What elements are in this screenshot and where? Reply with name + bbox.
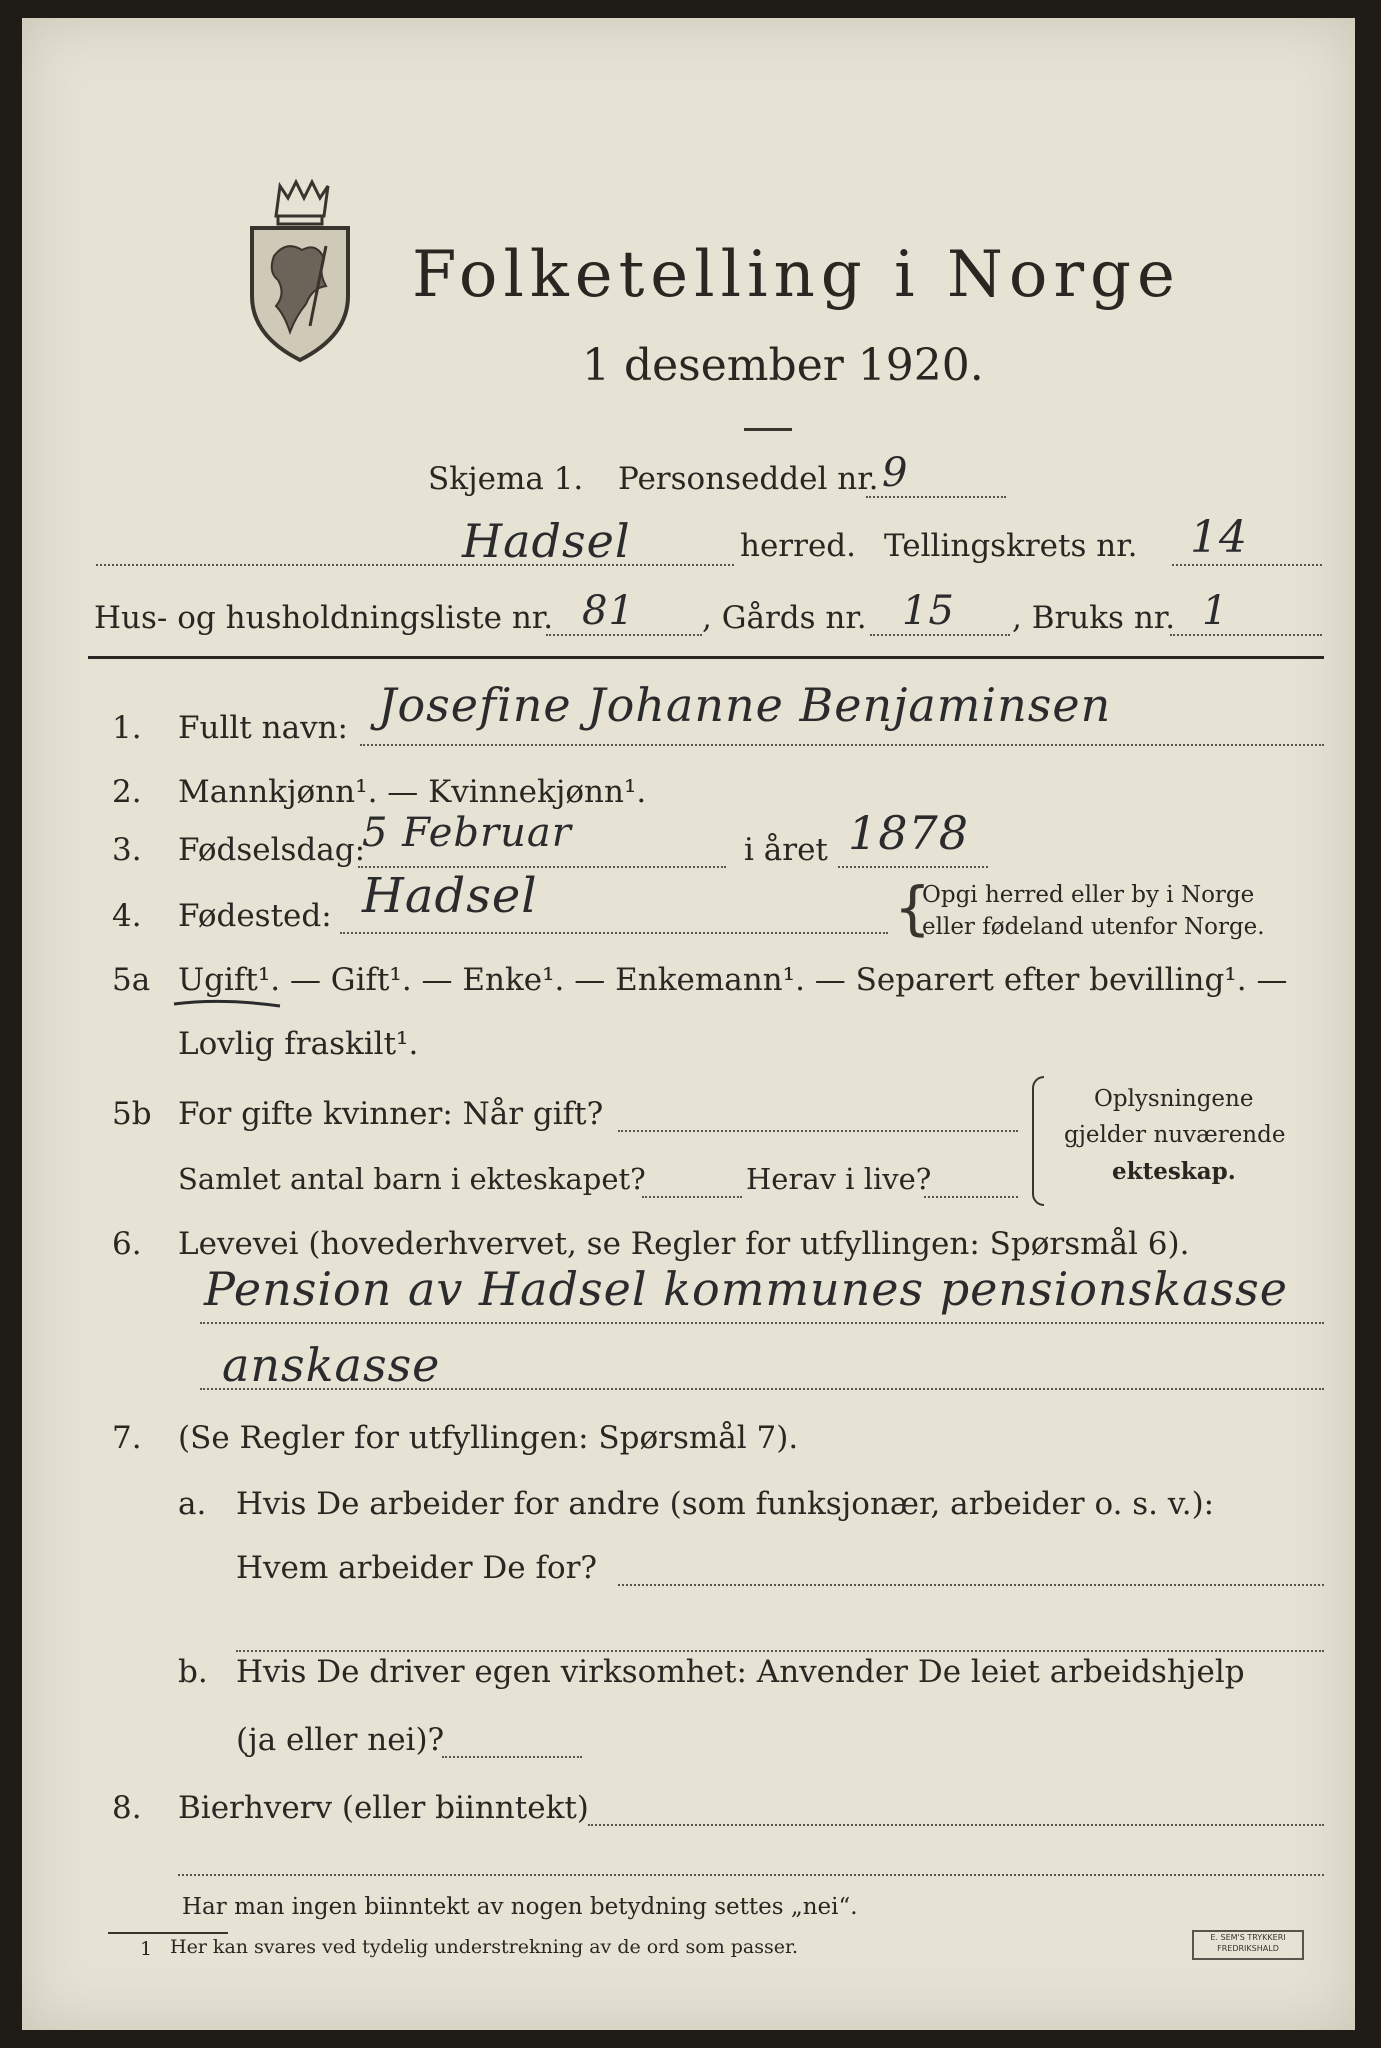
bruks-value[interactable]: 1 [1202,588,1229,634]
gards-label: , Gårds nr. [702,600,867,636]
q5b-note-bracket [1032,1076,1044,1206]
q7b-line2: (ja eller nei)? [236,1722,445,1758]
header-divider [88,656,1324,659]
printer-mark [1192,1930,1304,1960]
herred-dotline [96,564,734,566]
q7b-line1: Hvis De driver egen virksomhet: Anvender De leiet arbeidshjelp [236,1654,1245,1690]
q7b-number: b. [178,1654,208,1690]
census-date: 1 desember 1920. [582,340,984,391]
q5b-alive-dotline [924,1196,1018,1198]
q3-number: 3. [112,832,142,868]
q6-value-line2[interactable]: anskasse [222,1338,441,1392]
q4-note-line2: eller fødeland utenfor Norge. [922,914,1265,940]
q3-value[interactable]: 5 Februar [362,810,572,856]
q5b-note-line3: ekteskap. [1112,1158,1236,1185]
q4-value[interactable]: Hadsel [362,868,538,924]
q5b-label3: Herav i live? [746,1162,932,1196]
q5b-children-dotline [642,1196,742,1198]
q7-label: (Se Regler for utfyllingen: Spørsmål 7). [178,1420,799,1456]
q3-year-dotline [838,866,988,868]
footer-note: Har man ingen biinntekt av nogen betydning settes „nei“. [182,1894,858,1920]
hus-value[interactable]: 81 [582,588,635,634]
footnote-mark: 1 [140,1938,153,1960]
herred-label: herred. [740,528,856,564]
q2-number: 2. [112,774,142,810]
q5b-note-line1: Oplysningene [1094,1086,1254,1112]
tellingskrets-value[interactable]: 14 [1190,512,1248,563]
q5b-label1: For gifte kvinner: Når gift? [178,1096,604,1132]
q6-label: Levevei (hovederhvervet, se Regler for utfyllingen: Spørsmål 6). [178,1226,1190,1262]
q1-value[interactable]: Josefine Johanne Benjaminsen [378,678,1112,732]
q7a-line2: Hvem arbeider De for? [236,1550,598,1586]
q7-number: 7. [112,1420,142,1456]
q3-label: Fødselsdag: [178,832,366,868]
bruks-dotline [1170,634,1322,636]
hus-label: Hus- og husholdningsliste nr. [94,600,554,636]
q4-note-line1: Opgi herred eller by i Norge [922,882,1255,908]
q5b-note-line2: gjelder nuværende [1064,1122,1286,1148]
personseddel-value[interactable]: 9 [882,450,909,496]
q6-dotline1 [200,1322,1324,1324]
ugift-underline-mark [172,996,282,1012]
q5a-line1: Ugift¹. — Gift¹. — Enke¹. — Enkemann¹. — Separert efter bevilling¹. — [178,962,1288,998]
q5a-line2: Lovlig fraskilt¹. [178,1026,419,1062]
q5a-number: 5a [112,962,151,998]
q7a-line1: Hvis De arbeider for andre (som funksjonær, arbeider o. s. v.): [236,1486,1215,1522]
q2-label: Mannkjønn¹. — Kvinnekjønn¹. [178,774,647,810]
form-title: Folketelling i Norge [412,238,1181,312]
q8-label: Bierhverv (eller biinntekt) [178,1790,589,1826]
personseddel-label: Personseddel nr. [618,461,879,497]
q5b-when-dotline [618,1130,1018,1132]
hus-dotline [546,634,702,636]
q5b-number: 5b [112,1096,152,1132]
herred-value[interactable]: Hadsel [462,514,631,568]
coat-of-arms-icon [246,176,354,364]
q1-dotline [360,744,1324,746]
q7a-dotline2[interactable] [236,1650,1324,1652]
q4-number: 4. [112,898,142,934]
q6-value-line1[interactable]: Pension av Hadsel kommunes pensionskasse [204,1262,1288,1316]
q4-note-brace: { [894,874,931,942]
schema-label: Skjema 1. [428,461,584,497]
q3-year-label: i året [744,832,828,868]
tellingskrets-dotline [1172,564,1322,566]
bruks-label: , Bruks nr. [1012,600,1176,636]
q7b-dotline[interactable] [442,1756,582,1758]
title-rule [744,428,792,431]
q3-year-value[interactable]: 1878 [848,806,970,860]
gards-value[interactable]: 15 [902,588,955,634]
footnote-rule [108,1932,228,1934]
footnote-text: Her kan svares ved tydelig understrekning av de ord som passer. [170,1936,799,1958]
q4-dotline [340,932,888,934]
census-form-page [22,18,1355,2030]
q1-number: 1. [112,710,142,746]
personseddel-dotline [866,496,1006,498]
printer-line1: E. SEM'S TRYKKERI [1210,1933,1286,1942]
q8-number: 8. [112,1790,142,1826]
q8-dotline1[interactable] [588,1824,1324,1826]
printer-line2: FREDRIKSHALD [1217,1944,1279,1953]
gards-dotline [870,634,1010,636]
q1-label: Fullt navn: [178,710,348,746]
q7a-number: a. [178,1486,207,1522]
q6-number: 6. [112,1226,142,1262]
q4-label: Fødested: [178,898,332,934]
q7a-dotline1[interactable] [618,1584,1324,1586]
tellingskrets-label: Tellingskrets nr. [884,528,1138,564]
q8-dotline2[interactable] [178,1874,1324,1876]
q5b-label2: Samlet antal barn i ekteskapet? [178,1162,646,1196]
